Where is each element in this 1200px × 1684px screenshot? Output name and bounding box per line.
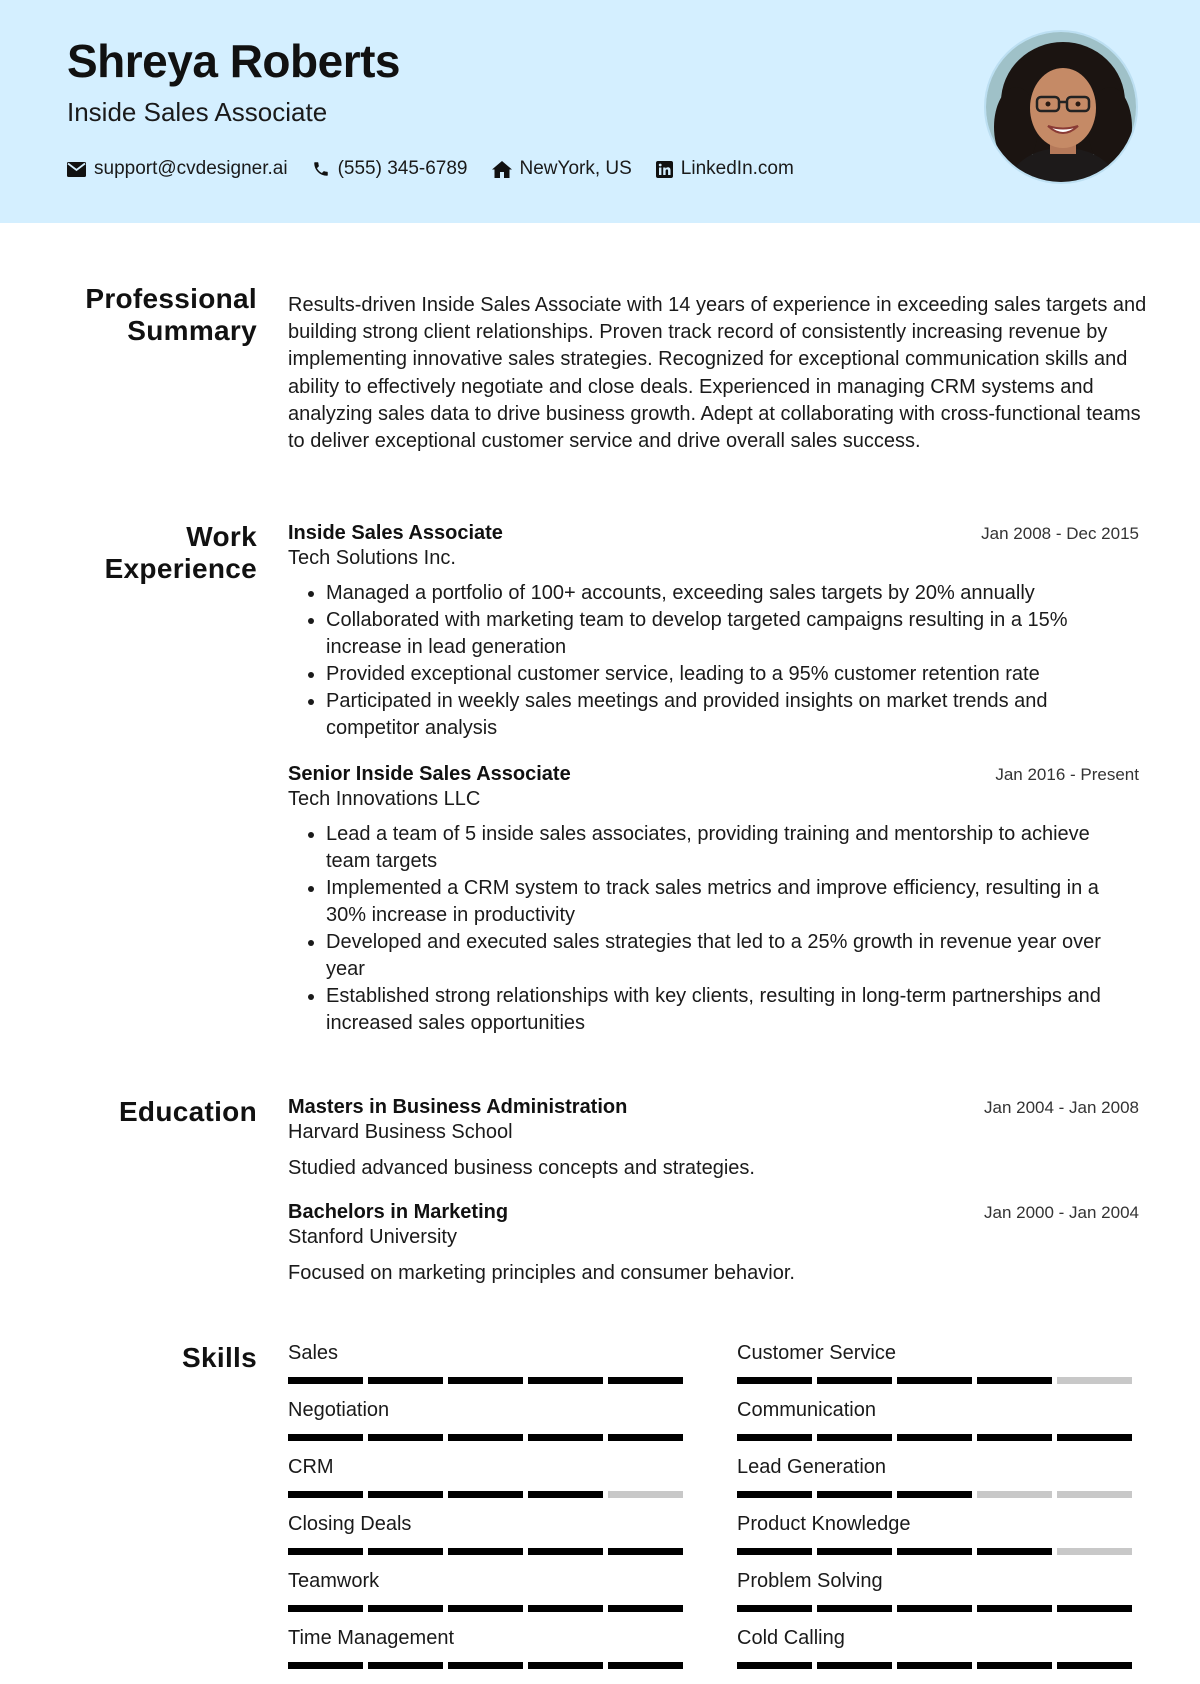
skill-level-segment [817,1491,892,1498]
skill-level-bar [737,1491,1139,1498]
skill-level-segment [1057,1377,1132,1384]
skill-item [288,1513,690,1555]
contact-phone[interactable] [312,158,468,180]
skill-level-segment [737,1377,812,1384]
contact-email-text: support@cvdesigner.ai [94,158,288,179]
skill-level-segment [608,1377,683,1384]
skill-level-segment [448,1491,523,1498]
skill-level-segment [288,1491,363,1498]
skill-level-segment [1057,1491,1132,1498]
skill-item [288,1399,690,1441]
skill-name: Teamwork [288,1570,380,1592]
job-bullet: • Developed and executed sales strategies that led to a 25% growth in revenue year over year [326,929,1139,983]
skill-level-segment [528,1662,603,1669]
skill-level-segment [977,1605,1052,1612]
skill-level-bar [737,1548,1139,1555]
skill-name: Customer Service [737,1342,896,1364]
skill-level-segment [977,1491,1052,1498]
summary-heading: Professional Summary [85,283,257,346]
education-description: Studied advanced business concepts and strategies. [288,1157,755,1179]
education-entry [288,1096,1139,1180]
home-icon [492,161,512,178]
skill-item [288,1570,690,1612]
education-entry [288,1201,1139,1285]
skill-level-bar [737,1662,1139,1669]
skill-level-segment [817,1377,892,1384]
skill-level-segment [817,1605,892,1612]
skill-level-segment [737,1605,812,1612]
skill-level-segment [288,1434,363,1441]
section-heading-education [67,1096,257,1128]
skill-item [737,1627,1139,1669]
skill-level-segment [977,1377,1052,1384]
skill-level-segment [288,1605,363,1612]
skill-item [288,1627,690,1669]
skill-level-segment [448,1377,523,1384]
skill-level-segment [448,1605,523,1612]
job-title: Senior Inside Sales Associate [288,763,571,785]
skill-level-segment [817,1662,892,1669]
skill-name: Lead Generation [737,1456,887,1478]
education-heading: Education [118,1096,257,1127]
skill-item [737,1570,1139,1612]
contact-location-text: NewYork, US [519,158,632,179]
skill-name: Time Management [288,1627,454,1649]
skill-level-segment [608,1548,683,1555]
education-dates: Jan 2004 - Jan 2008 [983,1098,1139,1117]
phone-icon [312,160,330,178]
skill-level-segment [897,1491,972,1498]
skill-level-segment [737,1491,812,1498]
skill-level-segment [448,1434,523,1441]
skill-item [737,1456,1139,1498]
skill-item [737,1342,1139,1384]
skill-level-segment [977,1662,1052,1669]
skill-level-segment [368,1377,443,1384]
job-dates: Jan 2008 - Dec 2015 [981,524,1139,543]
job-bullet: • Provided exceptional customer service, leading to a 95% customer retention rate [326,661,1139,688]
skill-name: Communication [737,1399,876,1421]
section-heading-summary [67,283,257,347]
degree-title: Bachelors in Marketing [288,1201,509,1223]
school-name: Stanford University [288,1226,457,1248]
skill-level-segment [528,1605,603,1612]
skill-level-segment [1057,1662,1132,1669]
avatar-photo [986,32,1138,184]
skill-level-segment [608,1605,683,1612]
skill-level-segment [817,1548,892,1555]
contact-list [67,158,818,180]
job-bullet: • Implemented a CRM system to track sales metrics and improve efficiency, resulting in a 30% increase in productivity [326,875,1139,929]
skill-item [737,1399,1139,1441]
resume-header [0,0,1200,223]
job-bullets [288,580,1139,742]
contact-linkedin-text: LinkedIn.com [680,158,794,179]
skill-name: Sales [288,1342,339,1364]
linkedin-icon [656,161,673,178]
skill-level-segment [448,1548,523,1555]
skill-level-bar [288,1548,690,1555]
skill-name: CRM [288,1456,334,1478]
section-heading-skills [67,1342,257,1374]
job-title: Inside Sales Associate [288,522,503,544]
skill-level-bar [288,1605,690,1612]
skill-item [737,1513,1139,1555]
skill-level-segment [528,1548,603,1555]
skill-level-segment [608,1434,683,1441]
skill-level-segment [897,1662,972,1669]
skill-level-segment [1057,1548,1132,1555]
contact-location [492,158,632,180]
skill-level-segment [897,1548,972,1555]
skill-level-segment [528,1377,603,1384]
job-company: Tech Innovations LLC [288,788,481,810]
skill-name: Product Knowledge [737,1513,911,1535]
skill-level-segment [368,1605,443,1612]
skill-level-segment [368,1548,443,1555]
skill-level-segment [608,1662,683,1669]
skills-heading: Skills [182,1342,257,1373]
job-bullet: • Established strong relationships with key clients, resulting in long-term partnerships and increased sales opportunities [326,983,1139,1037]
skill-level-segment [1057,1605,1132,1612]
school-name: Harvard Business School [288,1121,513,1143]
skill-level-segment [977,1548,1052,1555]
job-bullets [288,821,1139,1037]
skill-level-bar [737,1605,1139,1612]
skill-level-segment [528,1434,603,1441]
education-description: Focused on marketing principles and consumer behavior. [288,1262,795,1284]
skill-name: Closing Deals [288,1513,412,1535]
skill-level-segment [368,1434,443,1441]
candidate-name: Shreya Roberts [67,35,401,87]
skill-level-segment [608,1491,683,1498]
job-company: Tech Solutions Inc. [288,547,456,569]
skill-item [288,1456,690,1498]
skill-level-segment [1057,1434,1132,1441]
job-entry [288,522,1139,742]
degree-title: Masters in Business Administration [288,1096,628,1118]
skill-level-bar [737,1377,1139,1384]
education-dates: Jan 2000 - Jan 2004 [983,1203,1139,1222]
contact-email[interactable] [67,158,288,180]
skill-level-bar [288,1377,690,1384]
summary-text: Results-driven Inside Sales Associate with 14 years of experience in exceeding sales targets and building strong client relationships. Proven track record of consistently increasing revenue by implementing innovative sales strategies. Recognized for exceptional communication skills and ability to effectively negotiate and close deals. Experienced in managing CRM systems and analyzing sales data to drive business growth. Adept at collaborating with cross-functional teams to deliver exceptional customer service and drive overall sales success. [288,294,1147,453]
skill-level-segment [737,1434,812,1441]
skill-level-segment [897,1377,972,1384]
skill-level-bar [288,1662,690,1669]
skill-level-segment [897,1434,972,1441]
contact-linkedin[interactable] [656,158,794,180]
candidate-title: Inside Sales Associate [67,97,328,127]
job-entry [288,763,1139,1037]
skill-level-segment [528,1491,603,1498]
skill-level-segment [737,1548,812,1555]
job-dates: Jan 2016 - Present [995,765,1139,784]
job-bullet: • Lead a team of 5 inside sales associates, providing training and mentorship to achieve team targets [326,821,1139,875]
skill-item [288,1342,690,1384]
contact-phone-text: (555) 345-6789 [337,158,468,179]
skill-name: Negotiation [288,1399,390,1421]
skill-level-segment [288,1548,363,1555]
skill-level-bar [737,1434,1139,1441]
avatar [984,30,1138,184]
envelope-icon [67,162,86,177]
skill-level-segment [897,1605,972,1612]
job-bullet: • Participated in weekly sales meetings and provided insights on market trends and competitor analysis [326,688,1139,742]
skill-level-segment [737,1662,812,1669]
section-heading-experience [67,521,257,585]
skill-level-segment [817,1434,892,1441]
skill-level-segment [368,1662,443,1669]
skill-level-segment [448,1662,523,1669]
skill-level-bar [288,1434,690,1441]
skill-level-segment [977,1434,1052,1441]
skill-name: Cold Calling [737,1627,845,1649]
skill-name: Problem Solving [737,1570,883,1592]
job-bullet: • Managed a portfolio of 100+ accounts, exceeding sales targets by 20% annually [326,580,1139,607]
skill-level-bar [288,1491,690,1498]
skill-level-segment [368,1491,443,1498]
experience-heading: Work Experience [104,521,257,584]
skill-level-segment [288,1377,363,1384]
job-bullet: • Collaborated with marketing team to develop targeted campaigns resulting in a 15% increase in lead generation [326,607,1139,661]
skill-level-segment [288,1662,363,1669]
